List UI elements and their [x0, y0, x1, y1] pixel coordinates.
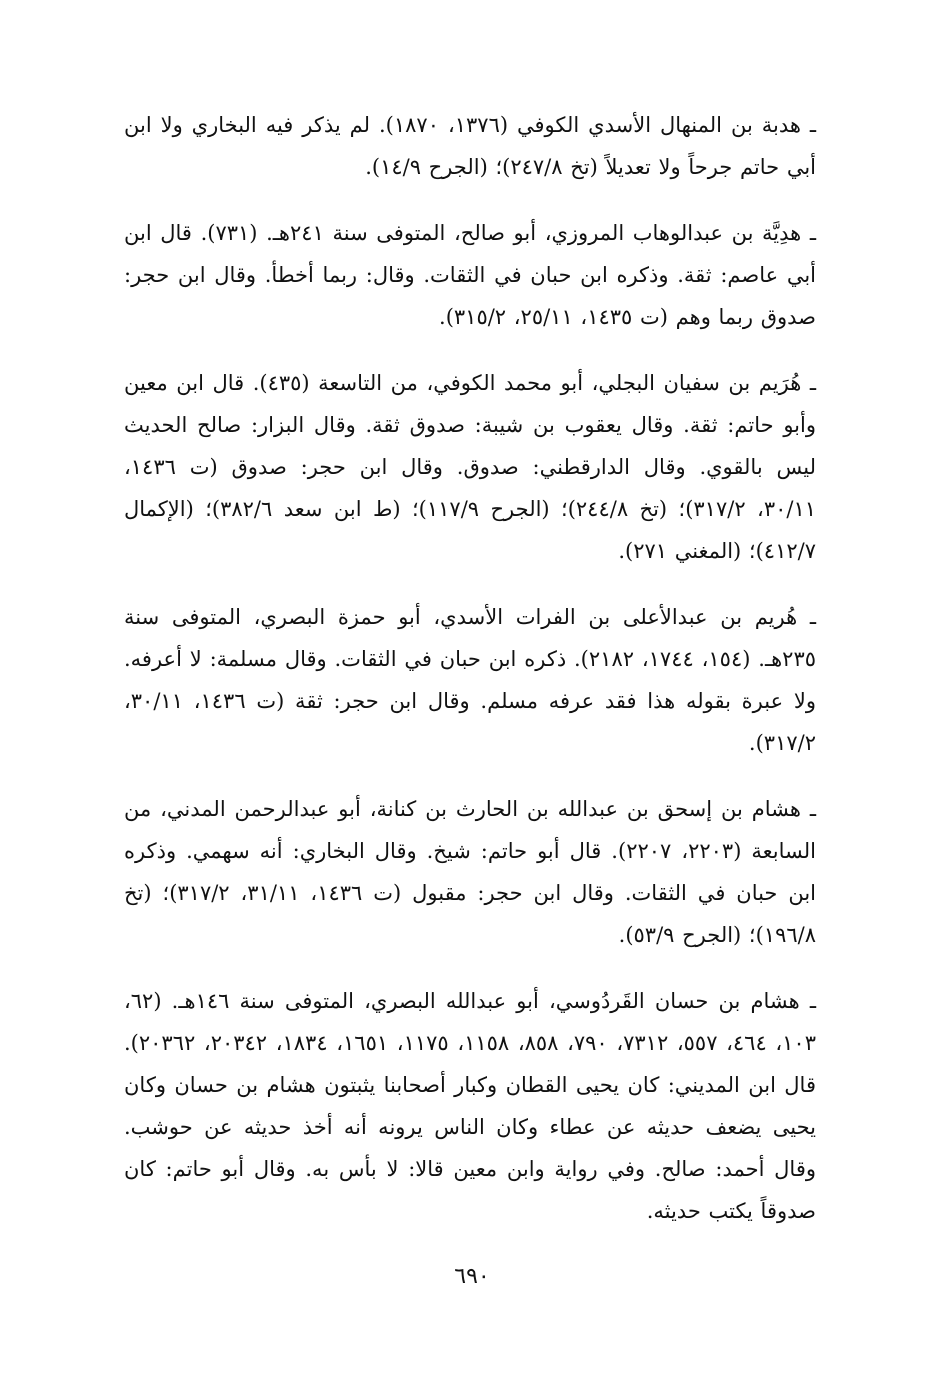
entry-huraym-ibn-abd-al-ala: ـ هُريم بن عبدالأعلى بن الفرات الأسدي، أبو حمزة البصري، المتوفى سنة ٢٣٥هـ. (١٥٤، ١٧٤٤، ٢١٨٢). ذكره ابن حبان في الثقات. وقال مسلمة: لا أعرفه. ولا عبرة بقوله هذا فقد عرفه مسلم. وقال ابن حجر: ثقة (ت ١٤٣٦، ٣٠/١١، ٣١٧/٢).	[124, 605, 817, 755]
entry-hudba-ibn-al-minhal: ـ هدبة بن المنهال الأسدي الكوفي (١٣٧٦، ١٨٧٠). لم يذكر فيه البخاري ولا ابن أبي حاتم جرحاً ولا تعديلاً (تخ ٢٤٧/٨)؛ (الجرح ١٤/٩).	[124, 113, 817, 179]
page-number: ٦٩٠	[454, 1264, 490, 1289]
entry-hisham-ibn-hassan: ـ هشام بن حسان القَردُوسي، أبو عبدالله البصري، المتوفى سنة ١٤٦هـ. (٦٢، ١٠٣، ٤٦٤، ٥٥٧، ٧٣١٢، ٧٩٠، ٨٥٨، ١١٥٨، ١١٧٥، ١٦٥١، ١٨٣٤، ٢٠٣٤٢، ٢٠٣٦٢). قال ابن المديني: كان يحيى القطان وكبار أصحابنا يثبتون هشام بن حسان وكان يحيى يضعف حديثه عن عطاء وكان الناس يرونه أنه أخذ حديثه عن حوشب. وقال أحمد: صالح. وفي رواية وابن معين قالا: لا بأس به. وقال أبو حاتم: كان صدوقاً يكتب حديثه.	[124, 989, 816, 1223]
biography-entries	[124, 104, 816, 1256]
entry-huraym-ibn-sufyan: ـ هُرَيم بن سفيان البجلي، أبو محمد الكوفي، من التاسعة (٤٣٥). قال ابن معين وأبو حاتم: ثقة. وقال يعقوب بن شيبة: صدوق ثقة. وقال البزار: صالح الحديث ليس بالقوي. وقال الدارقطني: صدوق. وقال ابن حجر: صدوق (ت ١٤٣٦، ٣٠/١١، ٣١٧/٢)؛ (تخ ٢٤٤/٨)؛ (الجرح ١١٧/٩)؛ (ط ابن سعد ٣٨٢/٦)؛ (الإكمال ٤١٢/٧)؛ (المغني ٢٧١).	[124, 371, 817, 563]
entry-hudayya-ibn-abd-al-wahhab: ـ هدِيَّة بن عبدالوهاب المروزي، أبو صالح، المتوفى سنة ٢٤١هـ. (٧٣١). قال ابن أبي عاصم: ثقة. وذكره ابن حبان في الثقات. وقال: ربما أخطأ. وقال ابن حجر: صدوق ربما وهم (ت ١٤٣٥، ٢٥/١١، ٣١٥/٢).	[124, 221, 816, 329]
entry-hisham-ibn-ishaq: ـ هشام بن إسحق بن عبدالله بن الحارث بن كنانة، أبو عبدالرحمن المدني، من السابعة (٢٢٠٣، ٢٢٠٧). قال أبو حاتم: شيخ. وقال البخاري: أنه سهمي. وذكره ابن حبان في الثقات. وقال ابن حجر: مقبول (ت ١٤٣٦، ٣١/١١، ٣١٧/٢)؛ (تخ ١٩٦/٨)؛ (الجرح ٥٣/٩).	[124, 797, 817, 947]
